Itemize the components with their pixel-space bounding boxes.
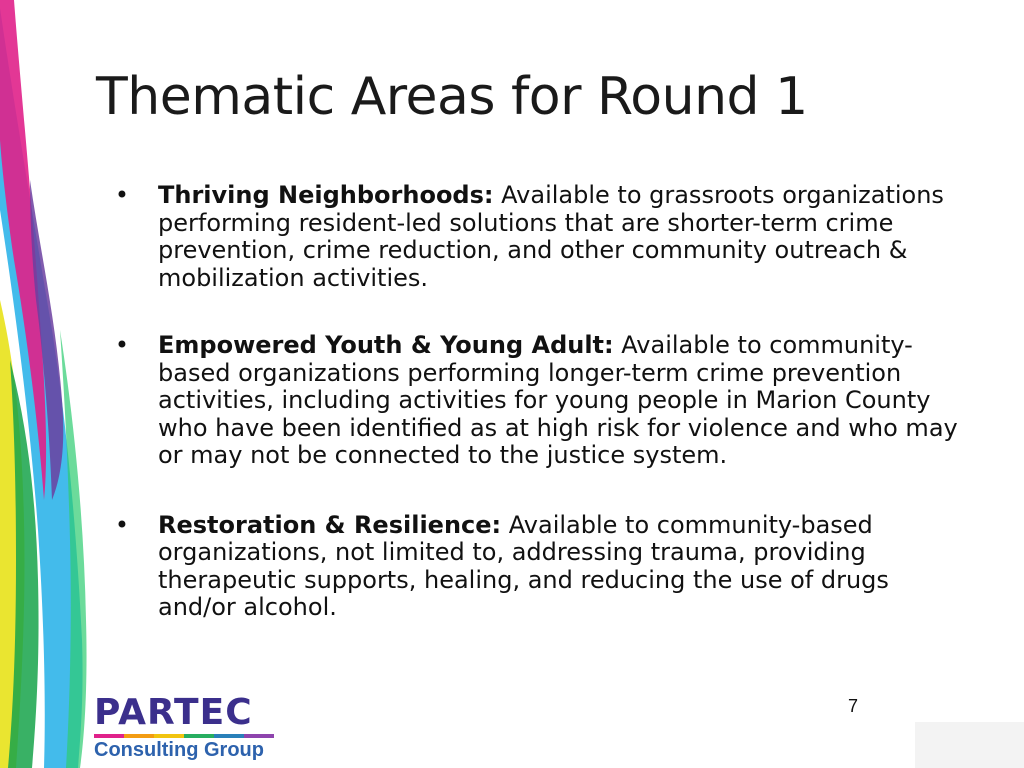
decorative-ribbons (0, 0, 110, 768)
bullet-text: Available to grassroots organizations performing resident-led solutions that are shorter-term crime prevention, crime reduction, and other community outreach & mobilization activities. (158, 181, 944, 292)
bullet-heading: Thriving Neighborhoods: (158, 181, 494, 209)
bullet-list (112, 182, 972, 662)
bullet-text: Available to community-based organizations performing longer-term crime prevention activities, including activities for young people in Marion County who have been identified as at high risk for violence and who may or may not be connected to the justice system. (158, 331, 958, 469)
page-number: 7 (848, 696, 859, 716)
bullet-marker: • (114, 331, 130, 359)
bullet-heading: Restoration & Resilience: (158, 510, 502, 539)
bullet-text: Available to community-based organizations, not limited to, addressing trauma, providing therapeutic supports, healing, and reducing the use of drugs and/or alcohol. (158, 510, 889, 621)
bullet-heading: Empowered Youth & Young Adult: (158, 331, 614, 359)
slide-title: Thematic Areas for Round 1 (96, 67, 808, 127)
bullet-item-thriving-neighborhoods (112, 182, 972, 292)
bullet-marker: • (114, 181, 130, 209)
partec-logo (94, 694, 284, 764)
corner-panel (915, 722, 1024, 768)
bullet-item-empowered-youth (112, 332, 972, 470)
bullet-item-restoration-resilience (112, 512, 972, 622)
bullet-marker: • (114, 510, 130, 539)
logo-wordmark: PARTEC (94, 692, 253, 733)
logo-subtitle: Consulting Group (94, 739, 264, 761)
